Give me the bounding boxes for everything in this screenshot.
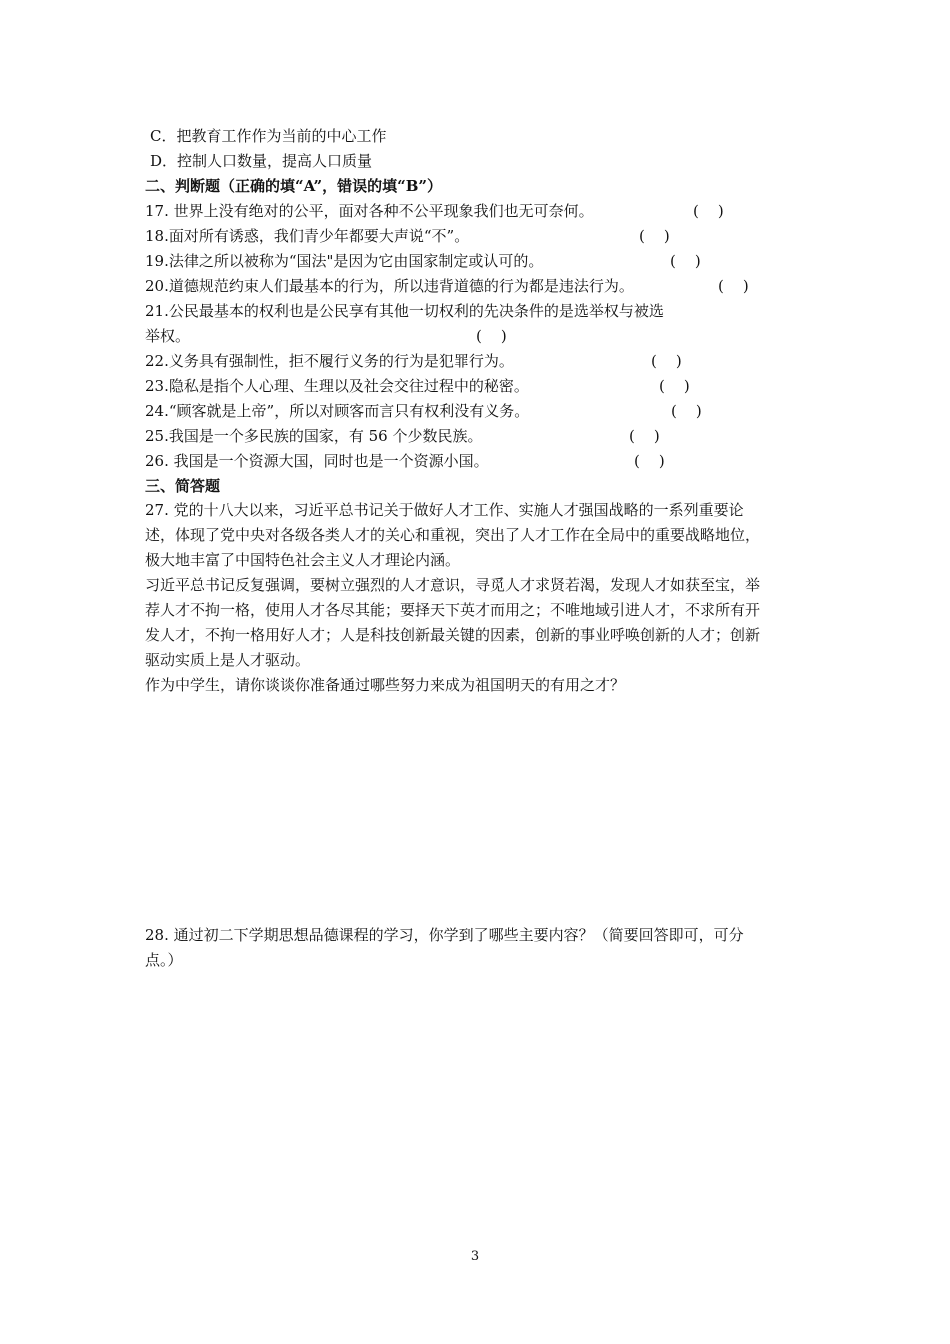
answer-blank-26: ( ) xyxy=(634,452,665,470)
answer-blank-25: ( ) xyxy=(629,427,660,445)
question-21: 21.公民最基本的权利也是公民享有其他一切权利的先决条件的是选举权与被选 xyxy=(145,302,664,320)
option-d: D．控制人口数量，提高人口质量 xyxy=(150,152,373,170)
question-19: 19.法律之所以被称为“国法"是因为它由国家制定或认可的。 xyxy=(145,252,544,270)
question-18: 18.面对所有诱惑，我们青少年都要大声说“不”。 xyxy=(145,227,470,245)
question-26: 26. 我国是一个资源大国，同时也是一个资源小国。 xyxy=(145,452,489,470)
question-20: 20.道德规范约束人们最基本的行为，所以违背道德的行为都是违法行为。 xyxy=(145,277,634,295)
answer-blank-21: ( ) xyxy=(476,327,507,345)
question-27-line-4: 习近平总书记反复强调，要树立强烈的人才意识，寻觅人才求贤若渴，发现人才如获至宝，举 xyxy=(145,576,761,594)
page-number: 3 xyxy=(470,1249,480,1264)
answer-blank-20: ( ) xyxy=(718,277,749,295)
question-22: 22.义务具有强制性，拒不履行义务的行为是犯罪行为。 xyxy=(145,352,514,370)
section-heading-true-false: 二、判断题（正确的填“A”，错误的填“B”） xyxy=(145,177,443,195)
question-27-line-5: 荐人才不拘一格，使用人才各尽其能；要择天下英才而用之；不唯地域引进人才，不求所有开 xyxy=(145,601,761,619)
answer-blank-23: ( ) xyxy=(659,377,690,395)
question-27-line-6: 发人才，不拘一格用好人才；人是科技创新最关键的因素，创新的事业呼唤创新的人才；创新 xyxy=(145,626,761,644)
answer-blank-22: ( ) xyxy=(651,352,682,370)
question-28-line-1: 28. 通过初二下学期思想品德课程的学习，你学到了哪些主要内容？（简要回答即可，可分 xyxy=(145,926,744,944)
answer-blank-24: ( ) xyxy=(671,402,702,420)
question-27-prompt: 作为中学生，请你谈谈你准备通过哪些努力来成为祖国明天的有用之才？ xyxy=(145,676,626,694)
question-27-line-1: 27. 党的十八大以来，习近平总书记关于做好人才工作、实施人才强国战略的一系列重要论 xyxy=(145,501,744,519)
question-27-line-2: 述，体现了党中央对各级各类人才的关心和重视，突出了人才工作在全局中的重要战略地位， xyxy=(145,526,761,544)
question-23: 23.隐私是指个人心理、生理以及社会交往过程中的秘密。 xyxy=(145,377,529,395)
question-27-line-7: 驱动实质上是人才驱动。 xyxy=(145,651,311,669)
option-c: C．把教育工作作为当前的中心工作 xyxy=(150,127,387,145)
question-25: 25.我国是一个多民族的国家，有 56 个少数民族。 xyxy=(145,427,483,445)
question-24: 24.“顾客就是上帝”，所以对顾客而言只有权利没有义务。 xyxy=(145,402,530,420)
section-heading-short-answer: 三、简答题 xyxy=(145,477,221,495)
question-17: 17. 世界上没有绝对的公平，面对各种不公平现象我们也无可奈何。 xyxy=(145,202,594,220)
answer-blank-19: ( ) xyxy=(670,252,701,270)
question-27-line-3: 极大地丰富了中国特色社会主义人才理论内涵。 xyxy=(145,551,461,569)
question-21-continued: 举权。 xyxy=(145,327,191,345)
question-28-line-2: 点。） xyxy=(145,951,183,969)
answer-blank-17: ( ) xyxy=(693,202,724,220)
answer-blank-18: ( ) xyxy=(639,227,670,245)
